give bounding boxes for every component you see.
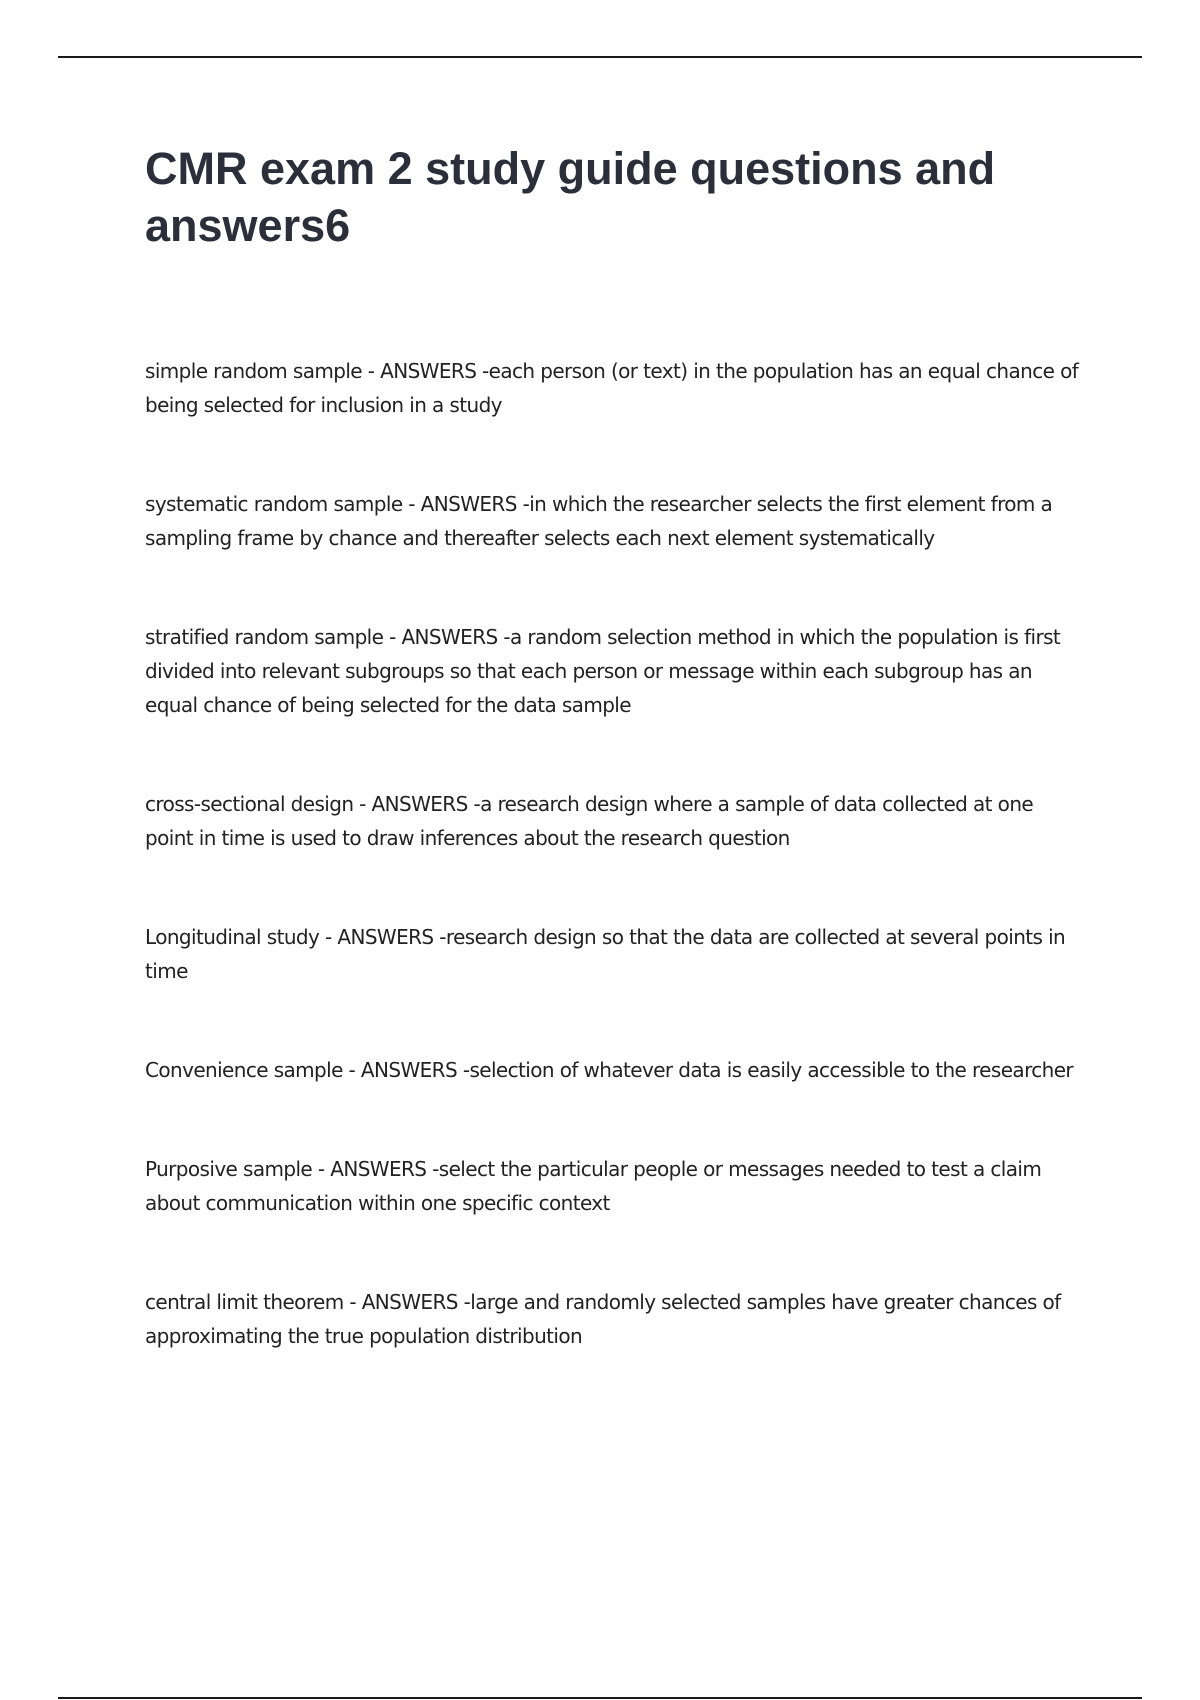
qa-list (145, 354, 1085, 1353)
footer-divider (58, 1697, 1142, 1699)
qa-item-cross-sectional-design: cross-sectional design - ANSWERS -a research design where a sample of data collected at one point in time is used to draw inferences about the research question (145, 792, 1034, 850)
qa-item-simple-random-sample: simple random sample - ANSWERS -each person (or text) in the population has an equal chance of being selected for inclusion in a study (145, 359, 1079, 417)
qa-item-convenience-sample: Convenience sample - ANSWERS -selection of whatever data is easily accessible to the researcher (145, 1058, 1074, 1082)
document-body (145, 140, 1085, 1418)
qa-item-stratified-random-sample: stratified random sample - ANSWERS -a random selection method in which the population is first divided into relevant subgroups so that each person or message within each subgroup has an equal chance of being selected for the data sample (145, 625, 1061, 717)
qa-item-purposive-sample: Purposive sample - ANSWERS -select the particular people or messages needed to test a claim about communication within one specific context (145, 1157, 1042, 1215)
qa-item-central-limit-theorem: central limit theorem - ANSWERS -large and randomly selected samples have greater chances of approximating the true population distribution (145, 1290, 1061, 1348)
qa-item-longitudinal-study: Longitudinal study - ANSWERS -research design so that the data are collected at several points in time (145, 925, 1066, 983)
header-divider (58, 56, 1142, 58)
document-title: CMR exam 2 study guide questions and answers6 (145, 143, 996, 251)
qa-item-systematic-random-sample: systematic random sample - ANSWERS -in which the researcher selects the first element from a sampling frame by chance and thereafter selects each next element systematically (145, 492, 1053, 550)
